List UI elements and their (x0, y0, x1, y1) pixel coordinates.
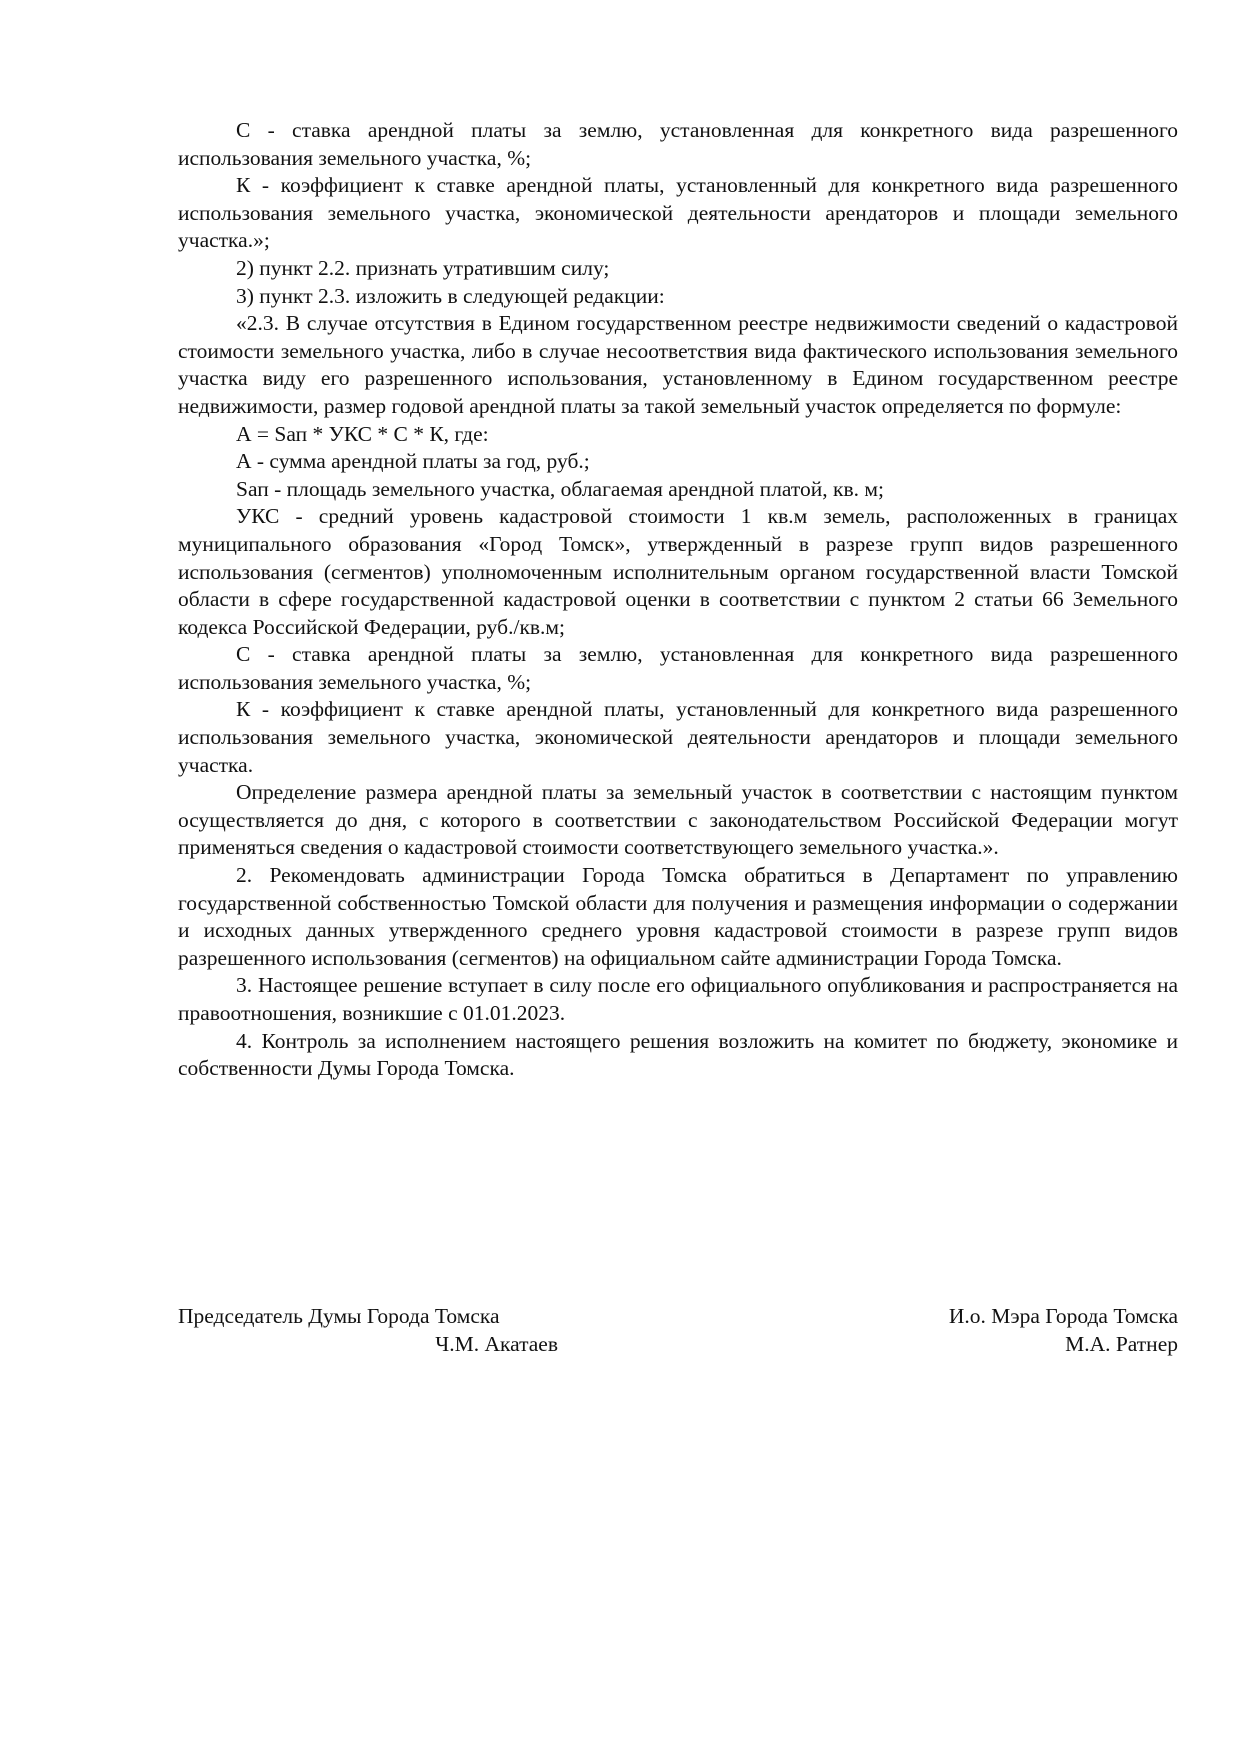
paragraph-point-2: 2. Рекомендовать администрации Города Томска обратиться в Департамент по управлению государственной собственностью Томской области для получения и размещения информации о содержании и исходных данных утвержденного среднего уровня кадастровой стоимости в разрезе групп видов разрешенного использования (сегментов) на официальном сайте администрации Города Томска. (178, 863, 1178, 970)
signature-left-title: Председатель Думы Города Томска (178, 1304, 500, 1328)
signature-right-title: И.о. Мэра Города Томска (948, 1304, 1178, 1328)
paragraph-def-a: А - сумма арендной платы за год, руб.; (236, 449, 590, 474)
paragraph-def-uks: УКС - средний уровень кадастровой стоимости 1 кв.м земель, расположенных в границах муниципального образования «Город Томск», утвержденный в разрезе групп видов разрешенного использования (сегментов) уполномоченным исполнительным органом государственной власти Томской области в сфере государственной кадастровой оценки в соответствии с пунктом 2 статьи 66 Земельного кодекса Российской Федерации, руб./кв.м; (178, 504, 1178, 639)
document-body (178, 117, 1178, 1083)
signature-right (878, 1302, 1178, 1358)
paragraph-rate-c: С - ставка арендной платы за землю, установленная для конкретного вида разрешенного использования земельного участка, %; (178, 118, 1178, 170)
paragraph-point-4: 4. Контроль за исполнением настоящего решения возложить на комитет по бюджету, экономике и собственности Думы Города Томска. (178, 1028, 1178, 1081)
paragraph-point-3: 3. Настоящее решение вступает в силу после его официального опубликования и распространяется на правоотношения, возникшие с 01.01.2023. (178, 973, 1178, 1025)
paragraph-determination: Определение размера арендной платы за земельный участок в соответствии с настоящим пунктом осуществляется до дня, с которого в соответствии с законодательством Российской Федерации могут применяться сведения о кадастровой стоимости соответствующего земельного участка.». (178, 780, 1178, 860)
paragraph-2-3-text: «2.3. В случае отсутствия в Едином государственном реестре недвижимости сведений о кадастровой стоимости земельного участка, либо в случае несоответствия вида фактического использования земельного участка виду его разрешенного использования, установленному в Едином государственном реестре недвижимости, размер годовой арендной платы за такой земельный участок определяется по формуле: (178, 311, 1178, 418)
signature-block (178, 1302, 1178, 1382)
signature-right-name: М.А. Ратнер (1065, 1332, 1178, 1356)
paragraph-def-sap: Sап - площадь земельного участка, облагаемая арендной платой, кв. м; (236, 476, 884, 501)
paragraph-item-2-2: 2) пункт 2.2. признать утратившим силу; (236, 255, 610, 280)
paragraph-def-k: К - коэффициент к ставке арендной платы, установленный для конкретного вида разрешенного использования земельного участка, экономической деятельности арендаторов и площади земельного участка. (178, 697, 1178, 777)
signature-left-name: Ч.М. Акатаев (435, 1332, 558, 1356)
paragraph-formula: А = Sап * УКС * С * К, где: (236, 421, 489, 446)
signature-left (178, 1302, 558, 1358)
paragraph-def-c: С - ставка арендной платы за землю, установленная для конкретного вида разрешенного использования земельного участка, %; (178, 642, 1178, 694)
paragraph-coefficient-k: К - коэффициент к ставке арендной платы, установленный для конкретного вида разрешенного использования земельного участка, экономической деятельности арендаторов и площади земельного участка.»; (178, 173, 1178, 253)
paragraph-item-2-3: 3) пункт 2.3. изложить в следующей редакции: (236, 283, 665, 308)
